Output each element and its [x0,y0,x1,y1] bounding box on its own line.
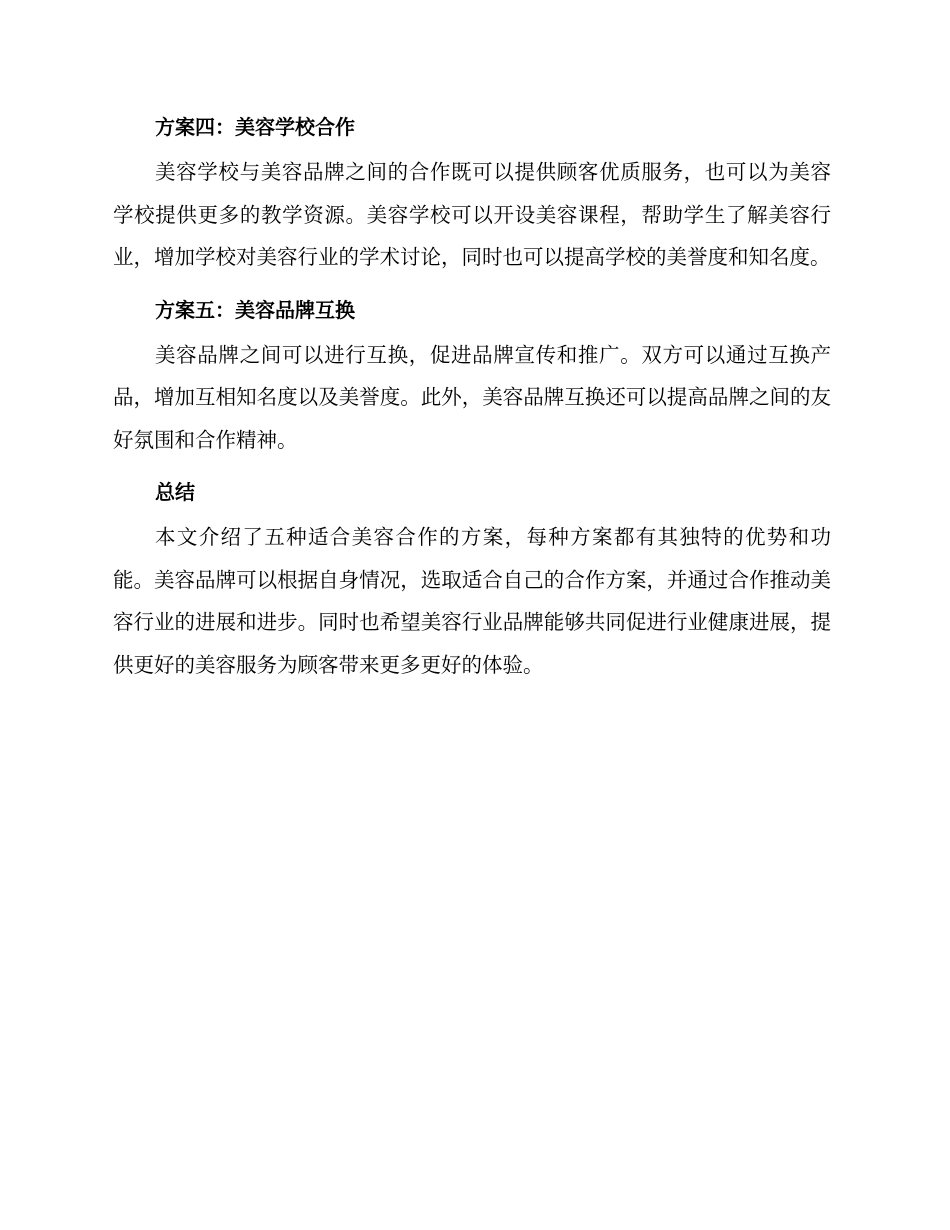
section-heading: 方案五：美容品牌互换 [155,297,355,322]
section-brand-exchange [113,290,831,462]
section-heading: 方案四：美容学校合作 [155,115,355,139]
section-summary [113,472,831,686]
section-paragraph: 美容品牌之间可以进行互换，促进品牌宣传和推广。双方可以通过互换产品，增加互相知名度以及美誉度。此外，美容品牌互换还可以提高品牌之间的友好氛围和合作精神。 [113,342,831,452]
document-page [113,107,831,697]
section-heading: 总结 [155,480,195,504]
section-school-cooperation [113,107,831,279]
section-paragraph: 本文介绍了五种适合美容合作的方案，每种方案都有其独特的优势和功能。美容品牌可以根据自身情况，选取适合自己的合作方案，并通过合作推动美容行业的进展和进步。同时也希望美容行业品牌能够共同促进行业健康进展，提供更好的美容服务为顾客带来更多更好的体验。 [113,525,831,677]
section-paragraph: 美容学校与美容品牌之间的合作既可以提供顾客优质服务，也可以为美容学校提供更多的教学资源。美容学校可以开设美容课程，帮助学生了解美容行业，增加学校对美容行业的学术讨论，同时也可以提高学校的美誉度和知名度。 [113,160,831,269]
